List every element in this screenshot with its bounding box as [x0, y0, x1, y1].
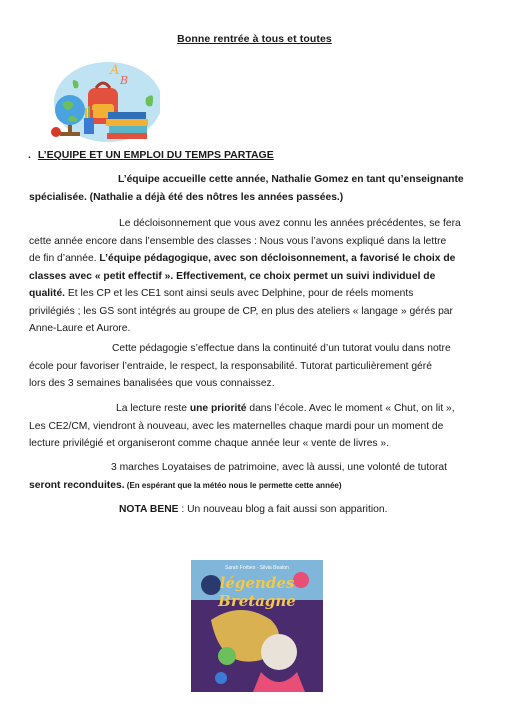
paragraph-decloisonnement	[29, 215, 461, 338]
paragraph-line	[29, 250, 461, 268]
book-cover-image	[191, 560, 323, 692]
wizard-figure	[261, 634, 297, 670]
book-title-line1: légendes	[219, 574, 295, 592]
bold-run: seront reconduites.	[29, 479, 125, 491]
section-heading-text: L’EQUIPE ET UN EMPLOI DU TEMPS PARTAGE	[37, 149, 274, 161]
apple-icon	[51, 127, 61, 137]
letter-a: A	[110, 63, 120, 78]
paragraph-line: cette année encore dans l’ensemble des classes : Nous vous l’avons expliqué dans la lettre	[29, 235, 447, 247]
paragraph-marches	[29, 459, 447, 494]
paragraph-line: 3 marches Loyataises de patrimoine, avec là aussi, une volonté de tutorat	[111, 462, 447, 473]
paragraph-line	[29, 400, 455, 418]
bold-run: L’équipe pédagogique, avec son décloisonnement, a favorisé le choix de	[99, 253, 456, 264]
paragraph-line: classes avec « petit effectif ». Effectivement, ce choix permet un suivi individuel de	[29, 270, 436, 282]
small-bold-note: (En espérant que la météo nous le permette cette année)	[124, 480, 342, 490]
book-title-line2: Bretagne	[218, 592, 296, 610]
bold-run: qualité.	[29, 288, 66, 299]
letter-b: B	[120, 74, 129, 87]
bold-run: une priorité	[189, 403, 247, 414]
paragraph-line: Les CE2/CM, viendront à nouveau, avec les maternelles chaque mardi pour un moment de	[29, 420, 444, 432]
paragraph-team	[29, 171, 464, 206]
nota-bene-label: NOTA BENE	[119, 504, 179, 515]
school-supplies-illustration	[48, 58, 160, 146]
section-bullet: .	[28, 149, 31, 161]
paragraph-line: lors des 3 semaines banalisées que vous connaissez.	[29, 378, 275, 389]
nota-bene	[119, 501, 387, 519]
paragraph-line	[29, 477, 447, 495]
page-title: Bonne rentrée à tous et toutes	[177, 33, 332, 45]
pencil-cup-icon	[84, 118, 94, 134]
nota-bene-text: : Un nouveau blog a fait aussi son apparition.	[178, 504, 388, 515]
books-icon	[108, 112, 146, 119]
paragraph-line: Anne-Laure et Aurore.	[29, 323, 131, 334]
book-authors: Sarah Forbes · Silvia Beaton	[225, 565, 289, 571]
text-run: de fin d’année.	[29, 253, 100, 264]
section-heading	[28, 149, 274, 161]
paragraph-line	[29, 285, 461, 303]
paragraph-tutorat	[29, 340, 451, 393]
paragraph-line: lecture privilégié et organiseront comme chaque année leur « vente de livres ».	[29, 438, 390, 449]
text-run: La lecture reste	[116, 403, 190, 414]
paragraph-line: spécialisée. (Nathalie a déjà été des nôtres les années passées.)	[29, 191, 344, 203]
paragraph-line: Le décloisonnement que vous avez connu les années précédentes, se fera	[119, 218, 461, 229]
paragraph-line	[119, 501, 387, 519]
paragraph-line: L’équipe accueille cette année, Nathalie Gomez en tant qu’enseignante	[118, 174, 464, 185]
paragraph-lecture	[29, 400, 455, 453]
text-run: Et les CP et les CE1 sont ainsi seuls avec Delphine, pour de réels moments	[65, 288, 414, 299]
paragraph-line: Cette pédagogie s’effectue dans la continuité d’un tutorat voulu dans notre	[112, 343, 451, 354]
paragraph-line: école pour favoriser l’entraide, le respect, la responsabilité. Tutorat particulièrement géré	[29, 360, 432, 372]
paragraph-line: privilégiés ; les GS sont intégrés au groupe de CP, en plus des ateliers « langage » gérés par	[29, 305, 453, 317]
text-run: dans l’école. Avec le moment « Chut, on lit »,	[246, 403, 455, 414]
